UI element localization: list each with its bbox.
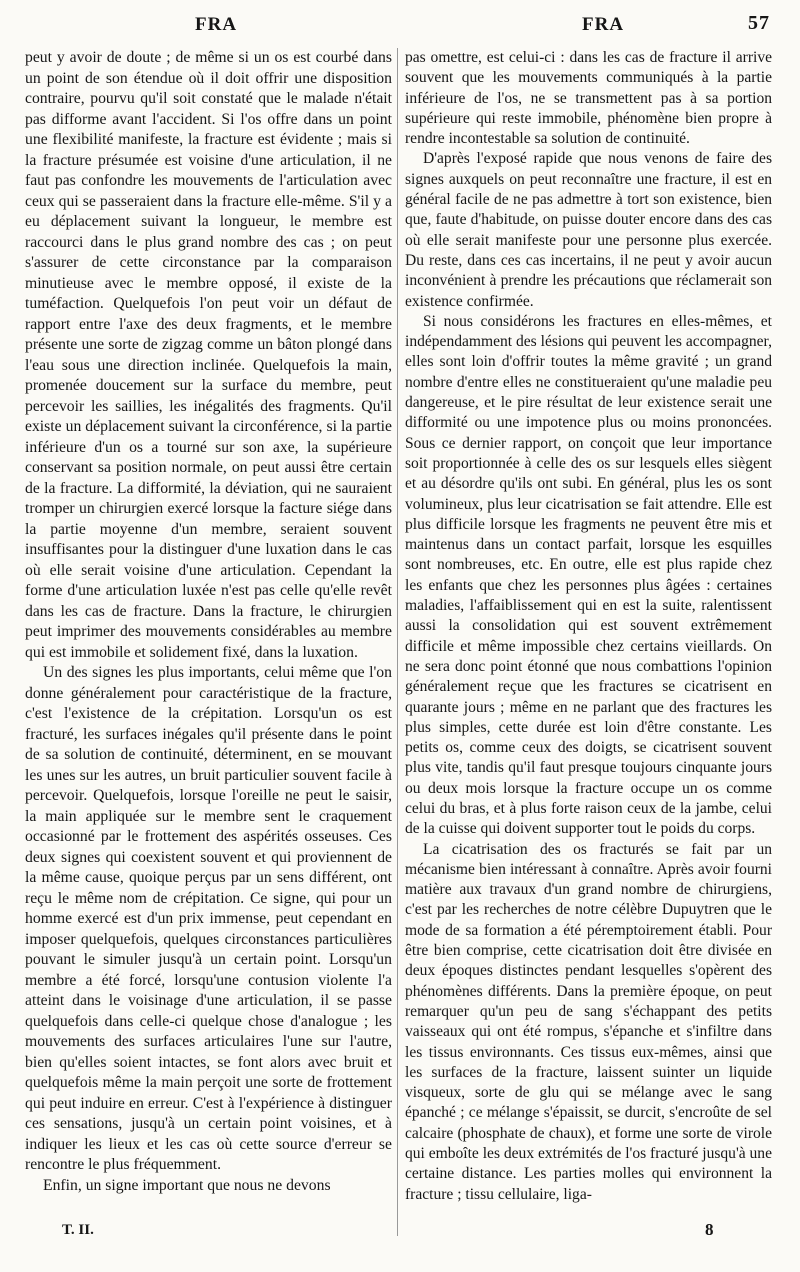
paragraph: Si nous considérons les fractures en elles-mêmes, et indépendamment des lésions qui peuvent les accompagner, elles sont loin d'offrir toutes la même gravité ; un grand nombre d'entre elles ne constitueraient qu'une maladie peu dangereuse, et le pire résultat de leur existence serait une difformité ou une impotence plus ou moins prononcées. Sous ce dernier rapport, on conçoit que leur importance soit proportionnée à celle des os sur lesquels elles siègent et au désordre qu'ils ont subi. En général, plus les os sont volumineux, plus leur cicatrisation se fait attendre. Elle est plus difficile lorsque les fragments ne peuvent être mis et maintenus dans un contact parfait, lorsque les esquilles sont nombreuses, etc. En outre, elle est plus rapide chez les enfants que chez les personnes plus âgées : certaines maladies, l'affaiblissement qui en est la suite, ralentissent aussi la consolidation qui est souvent extrêmement difficile et même impossible chez certains vieillards. On ne sera donc point étonné que nous combattions l'opinion généralement reçue que les fractures se cicatrisent en quarante jours ; même en ne parlant que des fractures les plus simples, cette durée est loin d'être constante. Les petits os, comme ceux des doigts, se cicatrisent souvent plus vite, tandis qu'il faut presque toujours cinquante jours ou deux mois lorsque la fracture occupe un os comme celui du bras, et à plus forte raison ceux de la jambe, celui de la cuisse qui doivent supporter tout le poids du corps. (405, 312, 772, 838)
right-column (405, 48, 772, 1205)
column-divider (397, 48, 398, 1236)
running-head-right: FRA (582, 14, 625, 35)
paragraph: La cicatrisation des os fracturés se fait par un mécanisme bien intéressant à connaître. Après avoir fourni matière aux travaux d'un grand nombre de chirurgiens, c'est par les recherches de notre célèbre Dupuytren que le mode de sa formation a été péremptoirement établi. Pour être bien comprise, cette cicatrisation doit être divisée en deux époques distinctes pendant lesquelles s'opèrent des phénomènes différents. Dans la première époque, on peut remarquer qu'un peu de sang s'échappant des petits vaisseaux qui ont été rompus, s'épanche et s'infiltre dans les tissus environnants. Ces tissus eux-mêmes, ainsi que les surfaces de la fracture, laissent suinter un liquide visqueux, sorte de glu qui se mélange avec le sang épanché ; ce mélange s'épaissit, se durcit, s'encroûte de sel calcaire (phosphate de chaux), et forme une sorte de virole qui emboîte les deux extrémités de l'os fracturé jusqu'à une certaine distance. Les parties molles qui environnent la fracture ; tissu cellulaire, liga- (405, 840, 772, 1203)
left-column (25, 48, 392, 1196)
paragraph: Enfin, un signe important que nous ne devons (43, 1176, 331, 1194)
paragraph: pas omettre, est celui-ci : dans les cas de fracture il arrive souvent que les mouvements communiqués à la partie inférieure de l'os, ne se transmettent pas à sa portion supérieure qui reste immobile, phénomène bien propre à rendre incontestable sa solution de continuité. (405, 49, 772, 148)
page-number: 57 (748, 12, 770, 34)
running-head-left: FRA (195, 14, 238, 35)
sheet-number: 8 (705, 1220, 714, 1239)
volume-signature: T. II. (62, 1222, 94, 1238)
paragraph: peut y avoir de doute ; de même si un os est courbé dans un point de son étendue où il doit offrir une disposition contraire, pourvu qu'il soit constaté que le malade n'était pas difforme avant l'accident. Si l'os offre dans un point une flexibilité manifeste, la fracture est évidente ; mais si la fracture présumée est voisine d'une articulation, il ne faut pas confondre les mouvements de l'articulation avec ceux qui se passeraient dans la fracture elle-même. S'il y a eu déplacement suivant la longueur, le membre est raccourci dans le plus grand nombre des cas ; on peut s'assurer de cette circonstance par la comparaison minutieuse avec le membre opposé, il existe de la tuméfaction. Quelquefois l'on peut voir un défaut de rapport entre l'axe des deux fragments, et le membre présente une sorte de zigzag comme un bâton plongé dans l'eau sous une direction inclinée. Quelquefois la main, promenée doucement sur la surface du membre, peut percevoir les saillies, les inégalités des fragments. Qu'il existe un déplacement suivant la circonférence, si la partie inférieure d'un os a tourné sur son axe, la supérieure conservant sa position normale, on peut aussi être certain de la fracture. La difformité, la déviation, qui ne sauraient tromper un chirurgien exercé lorsque la facture siége dans la partie moyenne d'un membre, seraient souvent insuffisantes pour la distinguer d'une luxation dans le cas où elle serait voisine d'une articulation. Cependant la forme d'une articulation luxée n'est pas celle qu'elle revêt dans les cas de fracture. Dans la fracture, le chirurgien peut imprimer des mouvements considérables au membre qui est immobile et solidement fixé, dans la luxation. (25, 49, 392, 661)
paragraph: D'après l'exposé rapide que nous venons de faire des signes auxquels on peut reconnaître une fracture, il est en général facile de ne pas admettre à tort son existence, bien que, faute d'habitude, on puisse douter encore dans des cas où elle serait manifeste pour une personne plus exercée. Du reste, dans ces cas incertains, il ne peut y avoir aucun inconvénient à prendre les précautions que réclamerait son existence confirmée. (405, 150, 772, 310)
paragraph: Un des signes les plus importants, celui même que l'on donne généralement pour caractéristique de la fracture, c'est l'existence de la crépitation. Lorsqu'un os est fracturé, les surfaces inégales qu'il présente dans le point de sa solution de continuité, déterminent, en se mouvant les unes sur les autres, un bruit particulier souvent facile à percevoir. Quelquefois, lorsque l'oreille ne peut le saisir, la main appliquée sur le membre sent le craquement occasionné par le frottement des aspérités osseuses. Ces deux signes qui coexistent souvent et qui proviennent de la même cause, quoique perçus par un sens différent, ont reçu le même nom de crépitation. Ce signe, qui pour un homme exercé est d'un prix immense, peut cependant en imposer quelquefois, quelques circonstances particulières pouvant le simuler jusqu'à un certain point. Lorsqu'un membre a été forcé, lorsqu'une contusion violente l'a atteint dans le voisinage d'une articulation, il se passe quelquefois dans celle-ci quelque chose d'analogue ; les mouvements des surfaces articulaires l'une sur l'autre, bien qu'elles soient intactes, se font alors avec bruit et quelquefois même la main perçoit une sorte de frottement qui peut induire en erreur. C'est à l'expérience à distinguer ces sensations, jusqu'à un certain point voisines, et à indiquer les lieux et les cas où cette source d'erreur se rencontre le plus fréquemment. (25, 664, 392, 1173)
